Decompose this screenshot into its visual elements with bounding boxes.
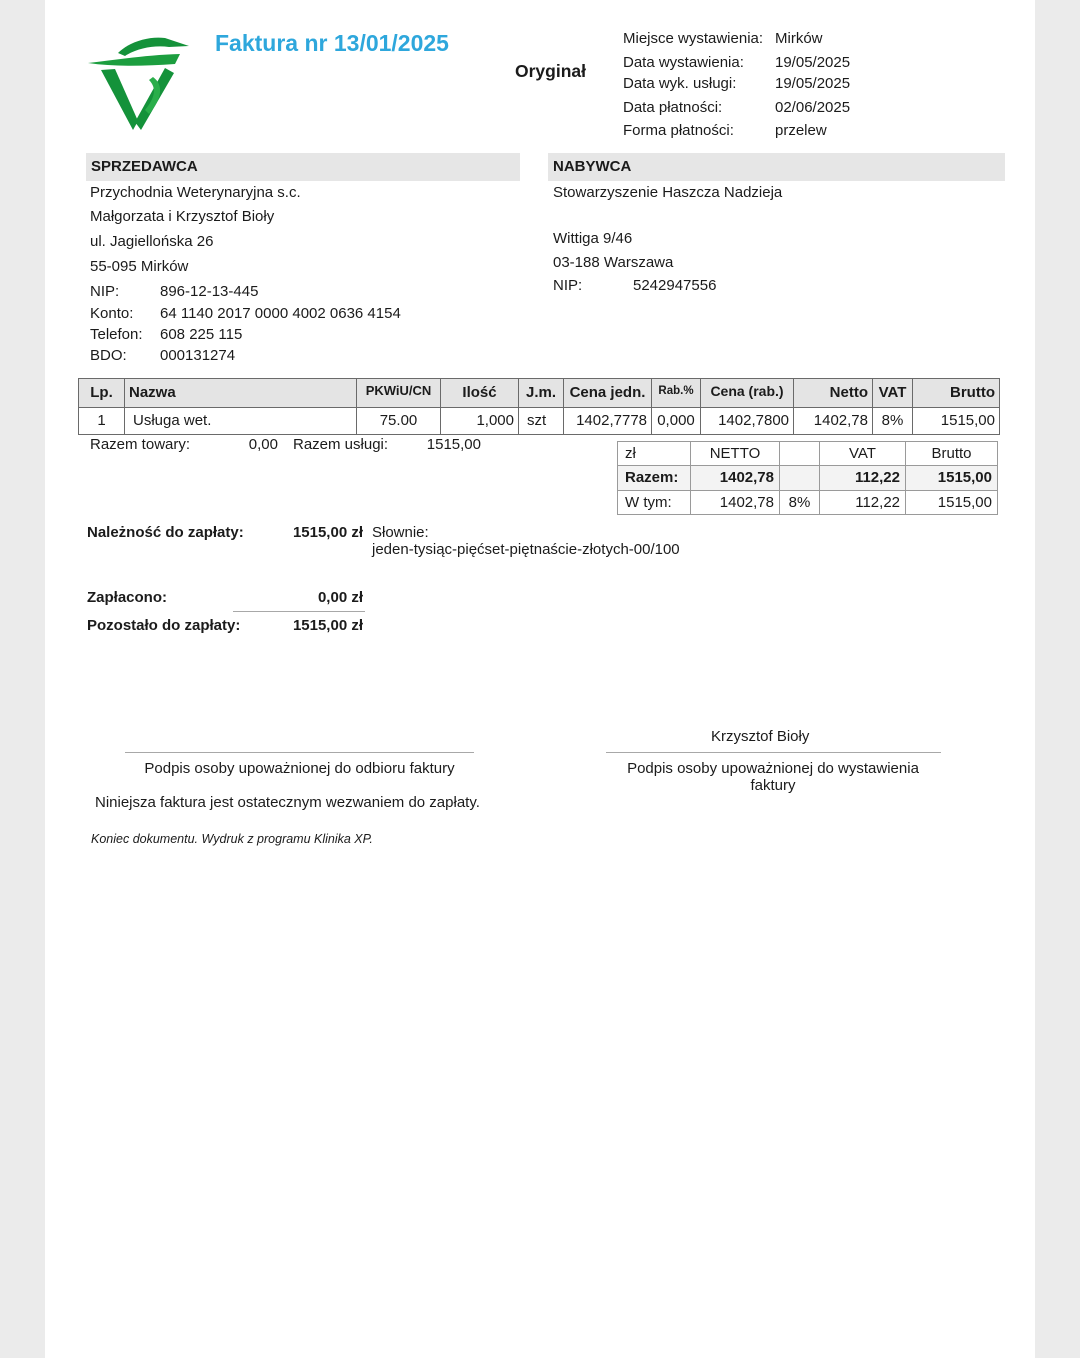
seller-phone-label: Telefon: xyxy=(90,326,143,343)
receiver-signature-line xyxy=(125,752,474,753)
due-date-value: 02/06/2025 xyxy=(775,99,851,116)
place-value: Mirków xyxy=(775,30,823,47)
paid-label: Zapłacono: xyxy=(87,589,168,606)
clinic-logo xyxy=(85,33,193,133)
seller-account-value: 64 1140 2017 0000 4002 0636 4154 xyxy=(160,305,401,322)
header-unit: J.m. xyxy=(519,379,564,408)
seller-line: ul. Jagiellońska 26 xyxy=(90,233,214,250)
buyer-nip-label: NIP: xyxy=(553,277,583,294)
cell-qty: 1,000 xyxy=(441,408,519,435)
summary-total-net: 1402,78 xyxy=(691,466,780,491)
seller-account-label: Konto: xyxy=(90,305,134,322)
paid-divider xyxy=(233,611,365,612)
buyer-heading: NABYWCA xyxy=(553,158,632,175)
remaining-label: Pozostało do zapłaty: xyxy=(87,617,241,634)
cell-lp: 1 xyxy=(79,408,125,435)
summary-header-blank xyxy=(780,442,820,466)
seller-line: Małgorzata i Krzysztof Bioły xyxy=(90,208,275,225)
vat-summary-header-row xyxy=(618,442,998,466)
seller-header-bar xyxy=(86,153,520,181)
seller-nip-label: NIP: xyxy=(90,283,120,300)
header-name: Nazwa xyxy=(125,379,357,408)
summary-header-vat: VAT xyxy=(820,442,906,466)
header-vat-rate: VAT xyxy=(873,379,913,408)
cell-discount: 0,000 xyxy=(652,408,701,435)
cell-unit-price: 1402,7778 xyxy=(564,408,652,435)
header-gross: Brutto xyxy=(913,379,1000,408)
seller-heading: SPRZEDAWCA xyxy=(91,158,198,175)
payment-method-label: Forma płatności: xyxy=(623,122,734,139)
summary-breakdown-gross: 1515,00 xyxy=(906,491,998,515)
summary-breakdown-net: 1402,78 xyxy=(691,491,780,515)
header-discounted-price: Cena (rab.) xyxy=(701,379,794,408)
issue-date-value: 19/05/2025 xyxy=(775,54,851,71)
copy-label: Oryginał xyxy=(515,61,586,81)
table-row xyxy=(79,408,1000,435)
header-net: Netto xyxy=(794,379,873,408)
issuer-signature-line xyxy=(606,752,941,753)
document-footer: Koniec dokumentu. Wydruk z programu Klinika XP. xyxy=(91,832,373,846)
header-pkwiu: PKWiU/CN xyxy=(357,379,441,408)
service-date-value: 19/05/2025 xyxy=(775,75,851,92)
cell-discounted-price: 1402,7800 xyxy=(701,408,794,435)
cell-pkwiu: 75.00 xyxy=(357,408,441,435)
vat-summary-table xyxy=(617,441,998,515)
summary-breakdown-rate: 8% xyxy=(780,491,820,515)
goods-total-label: Razem towary: xyxy=(90,436,191,453)
services-total-value: 1515,00 xyxy=(426,436,481,453)
seller-line: Przychodnia Weterynaryjna s.c. xyxy=(90,184,301,201)
summary-header-net: NETTO xyxy=(691,442,780,466)
cell-vat-rate: 8% xyxy=(873,408,913,435)
vat-summary-total-row xyxy=(618,466,998,491)
buyer-street: Wittiga 9/46 xyxy=(553,230,633,247)
invoice-page xyxy=(45,0,1035,1358)
goods-total-value: 0,00 xyxy=(248,436,278,453)
header-unit-price: Cena jedn. xyxy=(564,379,652,408)
invoice-title: Faktura nr 13/01/2025 xyxy=(215,30,449,56)
buyer-name: Stowarzyszenie Haszcza Nadzieja xyxy=(553,184,783,201)
seller-line: 55-095 Mirków xyxy=(90,258,189,275)
buyer-header-bar xyxy=(548,153,1005,181)
summary-breakdown-label: W tym: xyxy=(618,491,691,515)
amount-due-value: 1515,00 zł xyxy=(292,524,363,541)
receiver-signature-caption: Podpis osoby upoważnionej do odbioru faktury xyxy=(144,760,455,777)
vat-summary-breakdown-row xyxy=(618,491,998,515)
amount-in-words-value: jeden-tysiąc-pięćset-piętnaście-złotych-00/100 xyxy=(372,541,680,558)
due-date-label: Data płatności: xyxy=(623,99,723,116)
services-total-label: Razem usługi: xyxy=(293,436,389,453)
issuer-signature-caption: Podpis osoby upoważnionej do wystawienia faktury xyxy=(627,760,919,794)
summary-header-gross: Brutto xyxy=(906,442,998,466)
remaining-value: 1515,00 zł xyxy=(292,617,363,634)
buyer-city: 03-188 Warszawa xyxy=(553,254,674,271)
cell-unit: szt xyxy=(519,408,564,435)
summary-total-label: Razem: xyxy=(618,466,691,491)
issue-date-label: Data wystawienia: xyxy=(623,54,744,71)
items-table xyxy=(78,378,1000,435)
place-label: Miejsce wystawienia: xyxy=(623,30,764,47)
issuer-name: Krzysztof Bioły xyxy=(711,728,810,745)
paid-value: 0,00 zł xyxy=(317,589,363,606)
header-discount: Rab.% xyxy=(652,379,701,408)
amount-due-label: Należność do zapłaty: xyxy=(87,524,244,541)
seller-bdo-value: 000131274 xyxy=(160,347,236,364)
payment-method-value: przelew xyxy=(775,122,827,139)
final-notice: Niniejsza faktura jest ostatecznym wezwaniem do zapłaty. xyxy=(95,794,480,811)
items-header-row xyxy=(79,379,1000,408)
summary-breakdown-vat: 112,22 xyxy=(820,491,906,515)
cell-gross: 1515,00 xyxy=(913,408,1000,435)
seller-phone-value: 608 225 115 xyxy=(160,326,243,343)
cell-net: 1402,78 xyxy=(794,408,873,435)
summary-currency: zł xyxy=(618,442,691,466)
amount-in-words-label: Słownie: xyxy=(372,524,429,541)
summary-total-gross: 1515,00 xyxy=(906,466,998,491)
buyer-nip-value: 5242947556 xyxy=(633,277,717,294)
cell-name: Usługa wet. xyxy=(125,408,357,435)
seller-bdo-label: BDO: xyxy=(90,347,127,364)
header-qty: Ilość xyxy=(441,379,519,408)
seller-nip-value: 896-12-13-445 xyxy=(160,283,259,300)
summary-total-blank xyxy=(780,466,820,491)
service-date-label: Data wyk. usługi: xyxy=(623,75,737,92)
summary-total-vat: 112,22 xyxy=(820,466,906,491)
header-lp: Lp. xyxy=(79,379,125,408)
